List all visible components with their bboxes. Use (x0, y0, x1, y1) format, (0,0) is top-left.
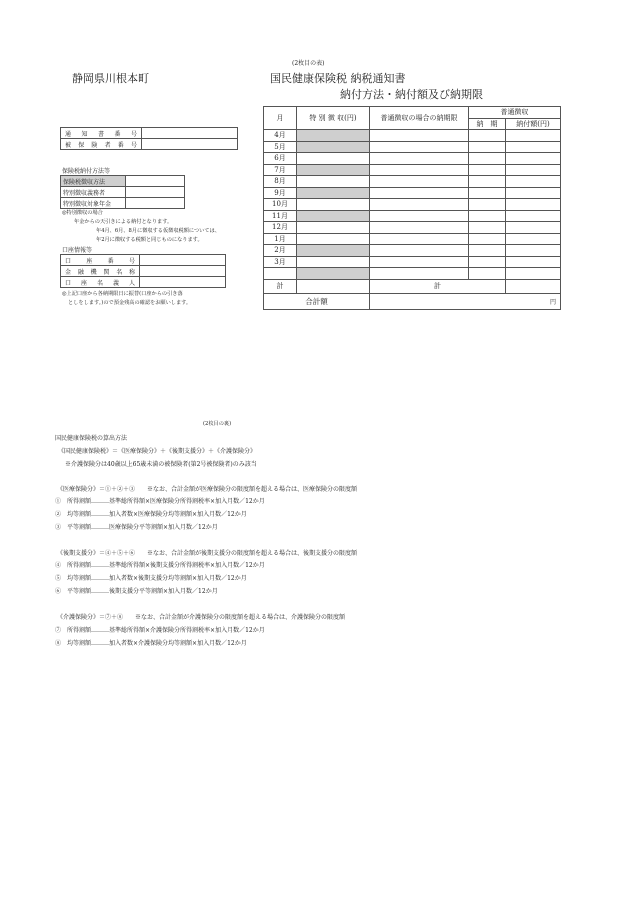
col-special-header: 特 別 徴 収(円) (297, 107, 370, 130)
account-row (61, 277, 226, 288)
item-text: 均等割額………加入者数×医療保険分均等割額×加入月数／12か月 (67, 511, 247, 518)
deadline-cell (370, 153, 469, 165)
normal-due-cell (469, 256, 506, 268)
id-row-notice-number (61, 128, 238, 139)
month-label: 7月 (264, 164, 297, 176)
normal-total-label: 計 (370, 279, 506, 293)
deadline-cell (370, 199, 469, 211)
bank-name-value (140, 266, 226, 277)
item-text: 所得割額………基準総所得額×後期支援分所得割税率×加入月数／12か月 (67, 562, 265, 569)
deadline-cell (370, 141, 469, 153)
col-normal-due-header: 納 期 (469, 118, 506, 130)
account-number-value (140, 255, 226, 266)
item-number: ② (55, 511, 62, 518)
normal-amount-cell (506, 153, 561, 165)
month-label: 10月 (264, 199, 297, 211)
special-note-line: 年4月、6月、8月に徴収する仮徴収税額については、 (96, 228, 220, 234)
normal-amount-cell (506, 222, 561, 234)
deadline-cell (370, 256, 469, 268)
item-text: 所得割額………基準総所得額×介護保険分所得割税率×加入月数／12か月 (67, 627, 265, 634)
id-row-insured-number (61, 139, 238, 150)
special-amount-cell (297, 245, 370, 257)
schedule-row (264, 164, 561, 176)
schedule-row (264, 245, 561, 257)
month-label: 5月 (264, 141, 297, 153)
item-text: 所得割額………基準総所得額×医療保険分所得割税率×加入月数／12か月 (67, 498, 265, 505)
calc-item (55, 560, 265, 569)
id-fields-table (60, 127, 238, 150)
normal-due-cell (469, 153, 506, 165)
deadline-cell (370, 245, 469, 257)
schedule-row (264, 210, 561, 222)
schedule-row (264, 176, 561, 188)
normal-due-cell (469, 164, 506, 176)
calc-item (55, 522, 218, 531)
item-text: 均等割額………加入者数×後期支援分均等割額×加入月数／12か月 (67, 575, 247, 582)
special-amount-cell (297, 222, 370, 234)
special-amount-cell (297, 164, 370, 176)
month-label: 2月 (264, 245, 297, 257)
grand-total-label: 合計額 (264, 293, 370, 309)
month-label (264, 268, 297, 280)
normal-amount-cell (506, 268, 561, 280)
grand-total-yen: 円 (370, 293, 561, 309)
sheet-label-front: (2枚目の表) (292, 60, 325, 67)
item-text: 平等割額………後期支援分平等割額×加入月数／12か月 (67, 588, 218, 595)
schedule-row (264, 141, 561, 153)
normal-amount-cell (506, 187, 561, 199)
special-amount-cell (297, 256, 370, 268)
deadline-cell (370, 130, 469, 142)
notice-subtitle: 納付方法・納付額及び納期限 (340, 88, 483, 101)
payment-schedule-table (263, 106, 561, 310)
schedule-total-row (264, 279, 561, 293)
care-section-formula: 《介護保険分》＝⑦＋⑧ ※なお、合計金額が介護保険分の限度額を超える場合は、介護保険分の限度額 (57, 614, 346, 621)
month-label: 11月 (264, 210, 297, 222)
medical-section-formula: 《医療保険分》＝①＋②＋③ ※なお、合計金額が医療保険分の限度額を超える場合は、医療保険分の限度額 (57, 486, 358, 493)
item-number: ④ (55, 562, 62, 569)
payment-label: 特別徴収義務者 (61, 187, 126, 198)
month-label: 12月 (264, 222, 297, 234)
account-note-line: ◎上記口座から各納期限日に振替(口座からの引き落 (62, 291, 183, 297)
special-amount-cell (297, 187, 370, 199)
schedule-row (264, 233, 561, 245)
deadline-cell (370, 233, 469, 245)
payment-label: 保険税徴収方法 (61, 176, 126, 187)
calc-item (55, 586, 218, 595)
special-collection-note-title: ◎特別徴収の場合 (62, 210, 103, 216)
month-label: 8月 (264, 176, 297, 188)
notice-number-value (142, 128, 238, 139)
month-label: 1月 (264, 233, 297, 245)
normal-due-cell (469, 141, 506, 153)
account-row (61, 266, 226, 277)
col-normal-header: 普通徴収 (469, 107, 561, 119)
item-number: ⑤ (55, 575, 62, 582)
special-amount-cell (297, 130, 370, 142)
normal-amount-cell (506, 256, 561, 268)
col-deadline-header: 普通徴収の場合の納期限 (370, 107, 469, 130)
month-label: 4月 (264, 130, 297, 142)
special-amount-cell (297, 233, 370, 245)
special-note-line: 年金からの天引きによる納付となります。 (74, 219, 173, 225)
normal-amount-cell (506, 199, 561, 211)
special-amount-cell (297, 199, 370, 211)
normal-due-cell (469, 187, 506, 199)
normal-amount-cell (506, 245, 561, 257)
special-amount-cell (297, 210, 370, 222)
account-heading: 口座情報等 (62, 247, 93, 254)
normal-amount-cell (506, 176, 561, 188)
special-amount-cell (297, 141, 370, 153)
month-label: 9月 (264, 187, 297, 199)
account-label: 口 座 名 義 人 (61, 277, 140, 288)
normal-due-cell (469, 176, 506, 188)
schedule-row (264, 130, 561, 142)
special-total-cell (297, 279, 370, 293)
item-number: ③ (55, 524, 62, 531)
account-label: 金融機関名称 (61, 266, 140, 277)
special-amount-cell (297, 268, 370, 280)
calc-item (55, 638, 247, 647)
calculation-heading: 国民健康保険税の算出方法 (55, 435, 128, 442)
tax-formula: 《国民健康保険税》＝《医療保険分》＋《後期支援分》＋《介護保険分》 (58, 448, 257, 455)
special-note-line: 年2月に徴収する税額と同じものになります。 (96, 237, 203, 243)
payment-row (61, 187, 185, 198)
sheet-label-back: (2枚目の裏) (203, 421, 232, 427)
normal-due-cell (469, 222, 506, 234)
deadline-cell (370, 176, 469, 188)
normal-total-cell (506, 279, 561, 293)
id-label: 通 知 書 番 号 (61, 128, 142, 139)
schedule-row (264, 268, 561, 280)
deadline-cell (370, 268, 469, 280)
account-holder-value (140, 277, 226, 288)
payment-label: 特別徴収対象年金 (61, 198, 126, 209)
normal-amount-cell (506, 210, 561, 222)
insured-number-value (142, 139, 238, 150)
normal-due-cell (469, 233, 506, 245)
deadline-cell (370, 222, 469, 234)
calc-item (55, 625, 265, 634)
schedule-row (264, 187, 561, 199)
month-label: 6月 (264, 153, 297, 165)
account-note-line: としをします。)ので預金残高の確認をお願いします。 (68, 300, 192, 306)
item-text: 平等割額………医療保険分平等割額×加入月数／12か月 (67, 524, 218, 531)
account-table (60, 254, 226, 288)
deadline-cell (370, 187, 469, 199)
normal-amount-cell (506, 130, 561, 142)
grand-total-row (264, 293, 561, 309)
special-amount-cell (297, 153, 370, 165)
id-label: 被保険者番号 (61, 139, 142, 150)
schedule-row (264, 222, 561, 234)
support-section-formula: 《後期支援分》＝④＋⑤＋⑥ ※なお、合計金額が後期支援分の限度額を超える場合は、後期支援分の限度額 (57, 550, 358, 557)
col-month-header: 月 (264, 107, 297, 130)
normal-due-cell (469, 268, 506, 280)
item-number: ⑧ (55, 640, 62, 647)
schedule-row (264, 153, 561, 165)
month-label: 3月 (264, 256, 297, 268)
col-normal-amount-header: 納付額(円) (506, 118, 561, 130)
deadline-cell (370, 164, 469, 176)
payment-value (126, 187, 185, 198)
normal-due-cell (469, 199, 506, 211)
item-number: ⑦ (55, 627, 62, 634)
total-label: 計 (264, 279, 297, 293)
normal-amount-cell (506, 233, 561, 245)
special-amount-cell (297, 176, 370, 188)
payment-row (61, 176, 185, 187)
item-text: 均等割額………加入者数×介護保険分均等割額×加入月数／12か月 (67, 640, 247, 647)
normal-amount-cell (506, 141, 561, 153)
schedule-row (264, 256, 561, 268)
payment-value (126, 198, 185, 209)
formula-note: ※介護保険分は40歳以上65歳未満の被保険者(第2号被保険者)のみ該当 (65, 461, 257, 468)
normal-due-cell (469, 210, 506, 222)
normal-due-cell (469, 245, 506, 257)
normal-amount-cell (506, 164, 561, 176)
payment-method-table (60, 175, 185, 209)
municipality-name: 静岡県川根本町 (72, 72, 149, 85)
normal-due-cell (469, 130, 506, 142)
calc-item (55, 573, 247, 582)
notice-title: 国民健康保険税 納税通知書 (270, 72, 406, 85)
account-label: 口 座 番 号 (61, 255, 140, 266)
payment-value (126, 176, 185, 187)
schedule-row (264, 199, 561, 211)
item-number: ⑥ (55, 588, 62, 595)
deadline-cell (370, 210, 469, 222)
calc-item (55, 509, 247, 518)
payment-row (61, 198, 185, 209)
payment-method-heading: 保険税納付方法等 (62, 168, 111, 175)
item-number: ① (55, 498, 62, 505)
account-row (61, 255, 226, 266)
calc-item (55, 496, 265, 505)
